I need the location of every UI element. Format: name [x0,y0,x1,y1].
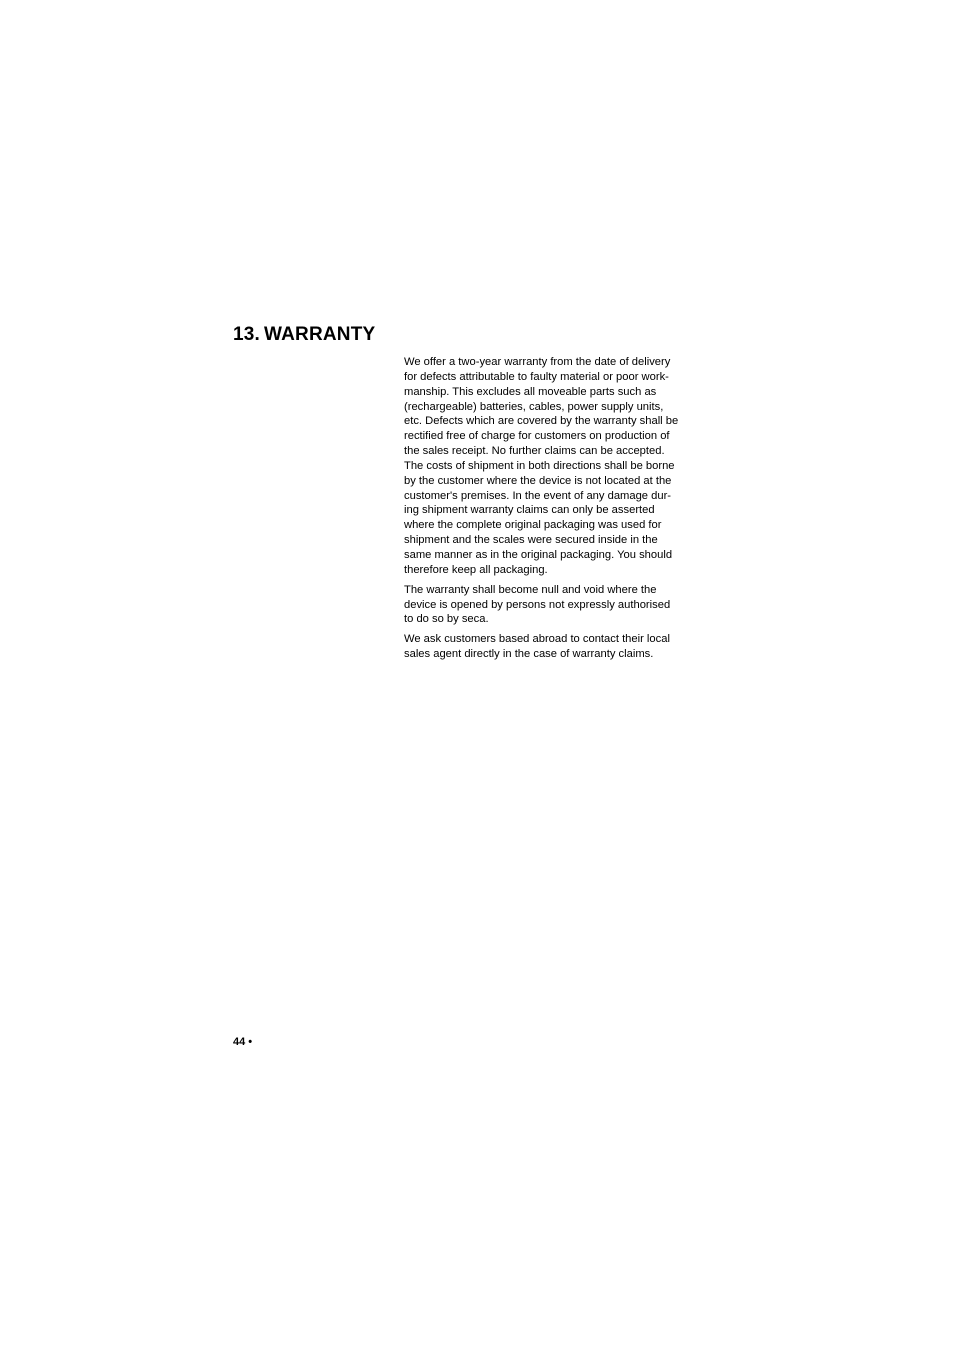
paragraph-shipping-terms [404,355,694,578]
text-line: the sales receipt. No further claims can be accepted. [404,445,665,458]
text-line: ing shipment warranty claims can only be asserted [404,504,655,517]
text-line: customer's premises. In the event of any damage dur- [404,489,672,502]
section-title: WARRANTY [264,324,376,345]
page-number: 44 • [233,1036,253,1048]
warranty-text [404,355,694,667]
text-line: (rechargeable) batteries, cables, power supply units, [404,400,664,413]
text-line: by the customer where the device is not located at the [404,474,672,487]
text-line: rectified free of charge for customers on production of [404,430,670,443]
text-line: We ask customers based abroad to contact their local [404,633,670,646]
text-line: sales agent directly in the case of warranty claims. [404,648,654,661]
text-line: device is opened by persons not expressly authorised [404,598,671,611]
text-line: etc. Defects which are covered by the warranty shall be [404,415,679,428]
text-line: same manner as in the original packaging. You should [404,548,673,561]
text-line: The costs of shipment in both directions shall be borne [404,459,675,472]
text-line: The warranty shall become null and void where the [404,583,657,596]
paragraph-abroad-contact [404,632,694,662]
text-line: shipment and the scales were secured inside in the [404,534,658,547]
text-line: where the complete original packaging was used for [404,519,662,532]
paragraph-void-conditions [404,583,694,628]
section-heading [233,322,375,348]
text-line: to do so by seca. [404,613,489,626]
section-number: 13. [233,324,261,345]
text-line: We offer a two-year warranty from the date of delivery [404,356,671,368]
text-line: therefore keep all packaging. [404,563,548,576]
text-line: for defects attributable to faulty material or poor work- [404,370,669,383]
text-line: manship. This excludes all moveable parts such as [404,385,657,398]
